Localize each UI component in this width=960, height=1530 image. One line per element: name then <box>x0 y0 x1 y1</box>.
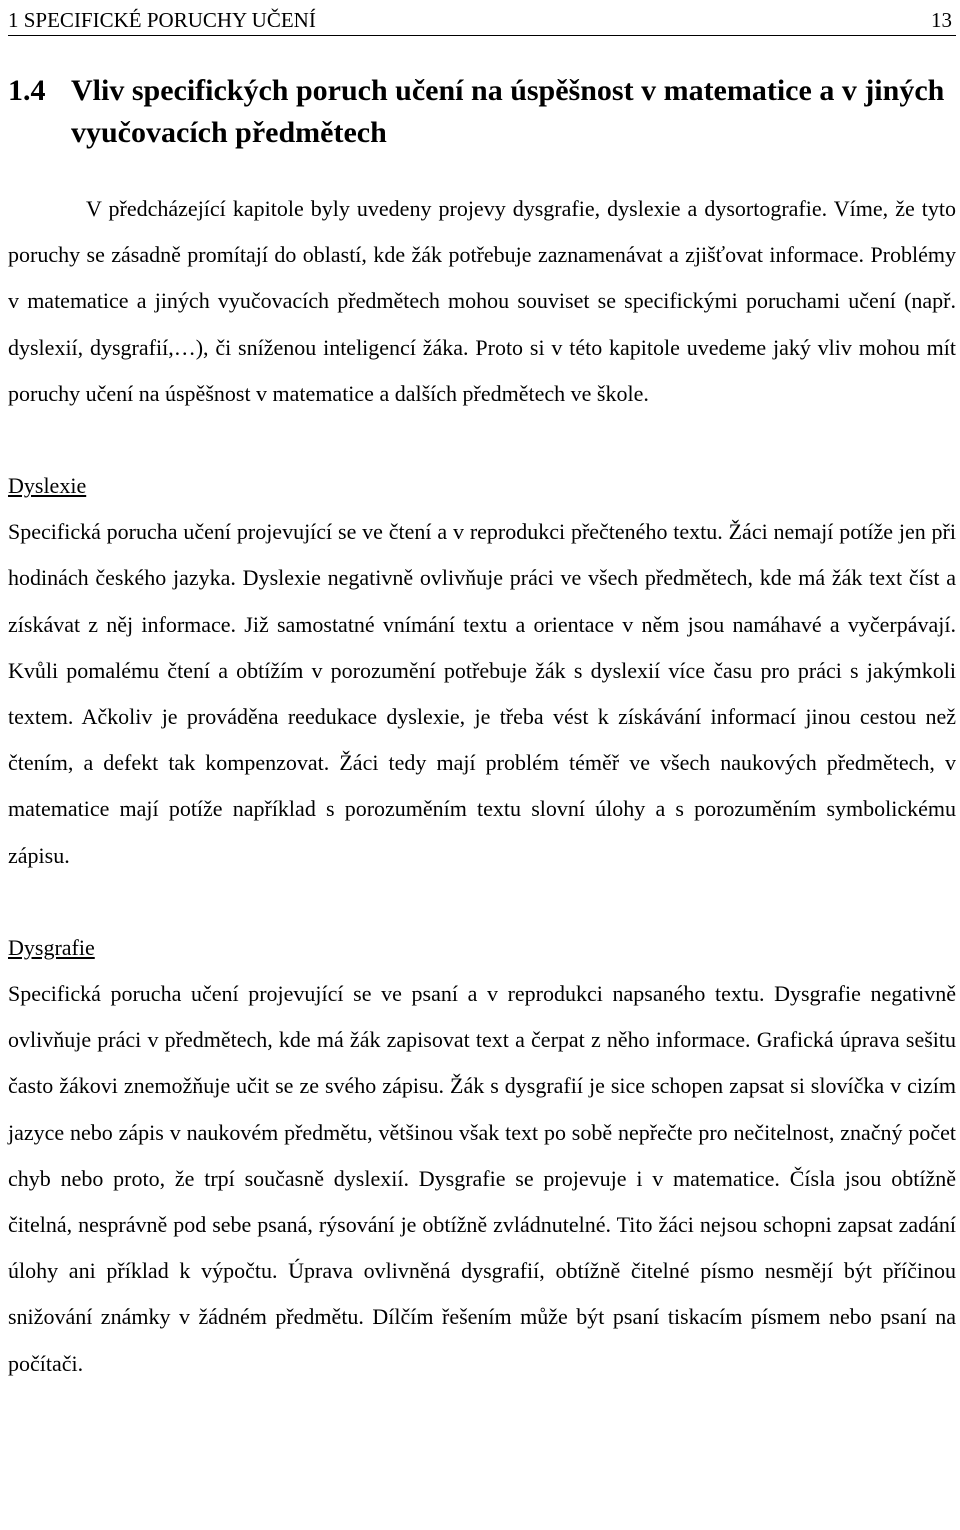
section-title: Vliv specifických poruch učení na úspěšnost v matematice a v jiných vyučovacích předmětech <box>71 74 945 149</box>
dysgrafie-paragraph: Specifická porucha učení projevující se ve psaní a v reprodukci napsaného textu. Dysgrafie negativně ovlivňuje práci v předmětech, kde má žák zapisovat text a čerpat z něho informace. Grafická úprava sešitu často žákovi znemožňuje učit se ze svého zápisu. Žák s dysgrafií je sice schopen zapsat si slovíčka v cizím jazyce nebo zápis v naukovém předmětu, většinou však text po sobě nepřečte pro nečitelnost, značný počet chyb nebo proto, že trpí současně dyslexií. Dysgrafie se projevuje i v matematice. Čísla jsou obtížně čitelná, nesprávně pod sebe psaná, rýsování je obtížně zvládnutelné. Tito žáci nejsou schopni zapsat zadání úlohy ani příklad k výpočtu. Úprava ovlivněná dysgrafií, obtížně čitelné písmo nesmějí být příčinou snižování známky v žádném předmětu. Dílčím řešením může být psaní tiskacím písmem nebo psaní na počítači. <box>8 981 956 1376</box>
chapter-title: 1 SPECIFICKÉ PORUCHY UČENÍ <box>8 8 316 32</box>
dyslexie-paragraph: Specifická porucha učení projevující se ve čtení a v reprodukci přečteného textu. Žáci nemají potíže jen při hodinách českého jazyka. Dyslexie negativně ovlivňuje práci ve všech předmětech, kde má žák text číst a získávat z něj informace. Již samostatné vnímání textu a orientace v něm jsou namáhavé a vyčerpávají. Kvůli pomalému čtení a obtížím v porozumění potřebuje žák s dyslexií více času pro práci s jakýmkoli textem. Ačkoliv je prováděna reedukace dyslexie, je třeba vést k získávání informací jinou cestou než čtením, a defekt tak kompenzovat. Žáci tedy mají problém téměř ve všech naukových předmětech, v matematice mají potíže například s porozuměním textu slovní úlohy a s porozuměním symbolickému zápisu. <box>8 519 956 868</box>
section-number: 1.4 <box>8 74 46 107</box>
dyslexie-heading: Dyslexie <box>8 473 87 499</box>
section-heading <box>8 70 956 154</box>
document-page <box>8 0 956 1387</box>
page-number: 13 <box>931 8 952 32</box>
intro-paragraph: V předcházející kapitole byly uvedeny projevy dysgrafie, dyslexie a dysortografie. Víme, že tyto poruchy se zásadně promítají do oblastí, kde žák potřebuje zaznamenávat a zjišťovat informace. Problémy v matematice a jiných vyučovacích předmětech mohou souviset se specifickými poruchami učení (např. dyslexií, dysgrafií,…), či sníženou inteligencí žáka. Proto si v této kapitole uvedeme jaký vliv mohou mít poruchy učení na úspěšnost v matematice a dalších předmětech ve škole. <box>8 196 956 406</box>
dysgrafie-heading: Dysgrafie <box>8 934 95 960</box>
running-header <box>8 0 956 36</box>
